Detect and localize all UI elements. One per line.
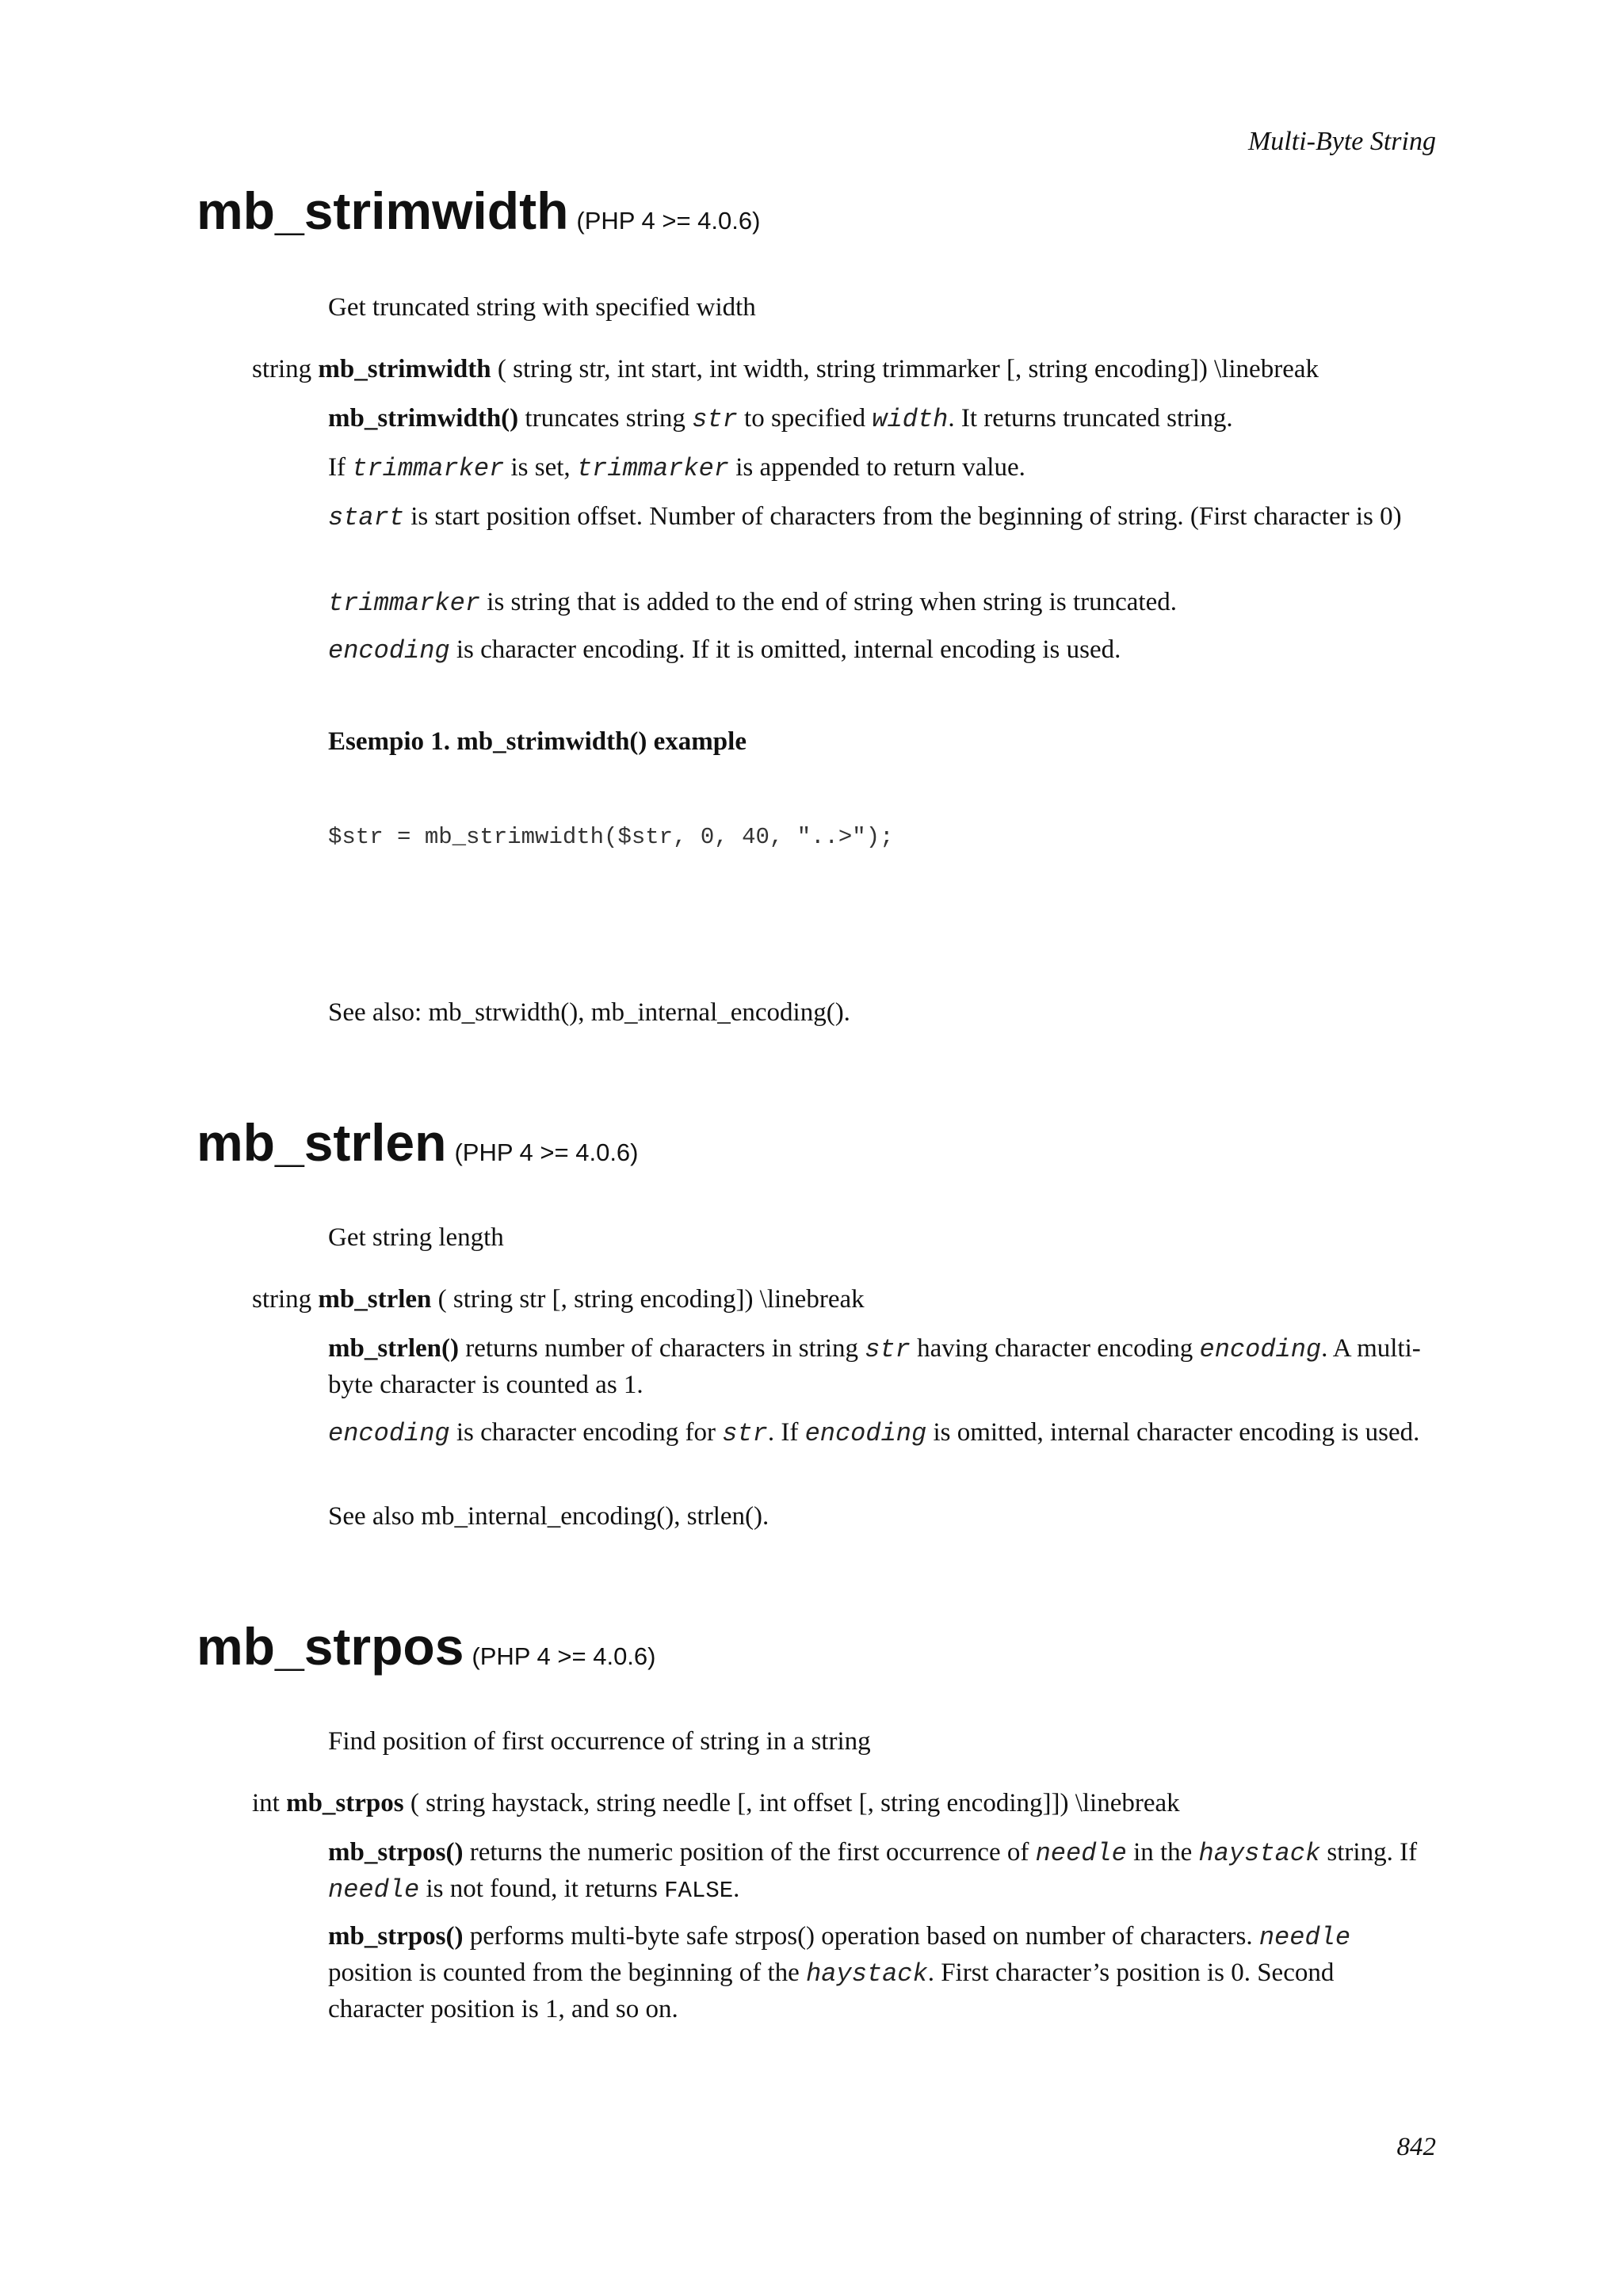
param-ref: trimmarker — [328, 589, 481, 618]
param-ref: trimmarker — [352, 454, 505, 483]
description-paragraph: mb_strpos() returns the numeric position of the first occurrence of needle in the haystack string. If needle is not found, it returns FALSE. — [328, 1838, 1418, 1905]
param-ref: start — [328, 503, 405, 532]
function-name: mb_strpos — [197, 1617, 464, 1676]
see-also: See also mb_internal_encoding(), strlen(). — [328, 1502, 769, 1531]
synopsis-function-name: mb_strpos — [286, 1789, 404, 1817]
purpose-text: Get truncated string with specified width — [328, 293, 756, 322]
synopsis-args: ( string str, int start, int width, string trimmarker [, string encoding]) \linebreak — [497, 355, 1319, 383]
code-example: $str = mb_strimwidth($str, 0, 40, "..>"); — [328, 824, 894, 850]
description-paragraph: trimmarker is string that is added to the end of string when string is truncated. — [328, 588, 1177, 618]
param-ref: encoding — [804, 1419, 927, 1448]
param-ref: encoding — [328, 636, 450, 666]
function-title — [197, 1112, 639, 1173]
param-ref: haystack — [1198, 1839, 1321, 1868]
description-paragraph: start is start position offset. Number of characters from the beginning of string. (First character is 0) — [328, 502, 1402, 532]
function-synopsis — [252, 1786, 1180, 1821]
param-ref: encoding — [1199, 1335, 1322, 1364]
synopsis-args: ( string str [, string encoding]) \linebreak — [437, 1285, 865, 1314]
synopsis-function-name: mb_strimwidth — [318, 355, 491, 383]
param-ref: needle — [1258, 1923, 1351, 1952]
description-paragraph: If trimmarker is set, trimmarker is appended to return value. — [328, 453, 1025, 483]
function-ref: mb_strpos() — [328, 1922, 464, 1951]
purpose-text: Find position of first occurrence of string in a string — [328, 1727, 871, 1756]
running-header: Multi-Byte String — [1247, 127, 1436, 156]
page-number: 842 — [1396, 2133, 1436, 2161]
function-name: mb_strimwidth — [197, 181, 569, 240]
param-ref: encoding — [328, 1419, 450, 1448]
param-ref: needle — [328, 1875, 420, 1905]
description-paragraph: encoding is character encoding. If it is omitted, internal encoding is used. — [328, 635, 1121, 666]
param-ref: str — [865, 1335, 911, 1364]
constant-ref: FALSE — [664, 1878, 734, 1904]
param-ref: str — [692, 405, 738, 434]
see-also: See also: mb_strwidth(), mb_internal_encoding(). — [328, 998, 850, 1027]
param-ref: width — [872, 405, 949, 434]
function-ref: mb_strpos() — [328, 1838, 464, 1867]
synopsis-args: ( string haystack, string needle [, int offset [, string encoding]]) \linebreak — [410, 1789, 1180, 1817]
version-note: (PHP 4 >= 4.0.6) — [454, 1138, 639, 1166]
function-title — [197, 181, 760, 241]
param-ref: needle — [1035, 1839, 1127, 1868]
description-paragraph: encoding is character encoding for str. If encoding is omitted, internal character encoding is used. — [328, 1418, 1420, 1448]
function-synopsis — [252, 352, 1319, 387]
version-note: (PHP 4 >= 4.0.6) — [472, 1642, 656, 1670]
function-ref: mb_strimwidth() — [328, 404, 519, 433]
param-ref: trimmarker — [576, 454, 729, 483]
function-name: mb_strlen — [197, 1113, 447, 1172]
function-ref: mb_strlen() — [328, 1334, 459, 1363]
return-type: string — [252, 1285, 312, 1314]
description-paragraph: mb_strpos() performs multi-byte safe strpos() operation based on number of characters. needle position is counted from the beginning of the haystack. First character’s position is 0. Second character position is 1, and so on. — [328, 1922, 1351, 2023]
param-ref: haystack — [806, 1959, 928, 1989]
description-paragraph: mb_strimwidth() truncates string str to specified width. It returns truncated string. — [328, 404, 1233, 434]
version-note: (PHP 4 >= 4.0.6) — [576, 207, 761, 235]
purpose-text: Get string length — [328, 1223, 504, 1252]
function-synopsis — [252, 1282, 865, 1318]
example-title: Esempio 1. mb_strimwidth() example — [328, 727, 747, 756]
return-type: int — [252, 1789, 280, 1817]
synopsis-function-name: mb_strlen — [318, 1285, 432, 1314]
return-type: string — [252, 355, 312, 383]
description-paragraph: mb_strlen() returns number of characters in string str having character encoding encoding. A multi-byte character is counted as 1. — [328, 1334, 1421, 1399]
param-ref: str — [722, 1419, 768, 1448]
function-title — [197, 1616, 655, 1676]
